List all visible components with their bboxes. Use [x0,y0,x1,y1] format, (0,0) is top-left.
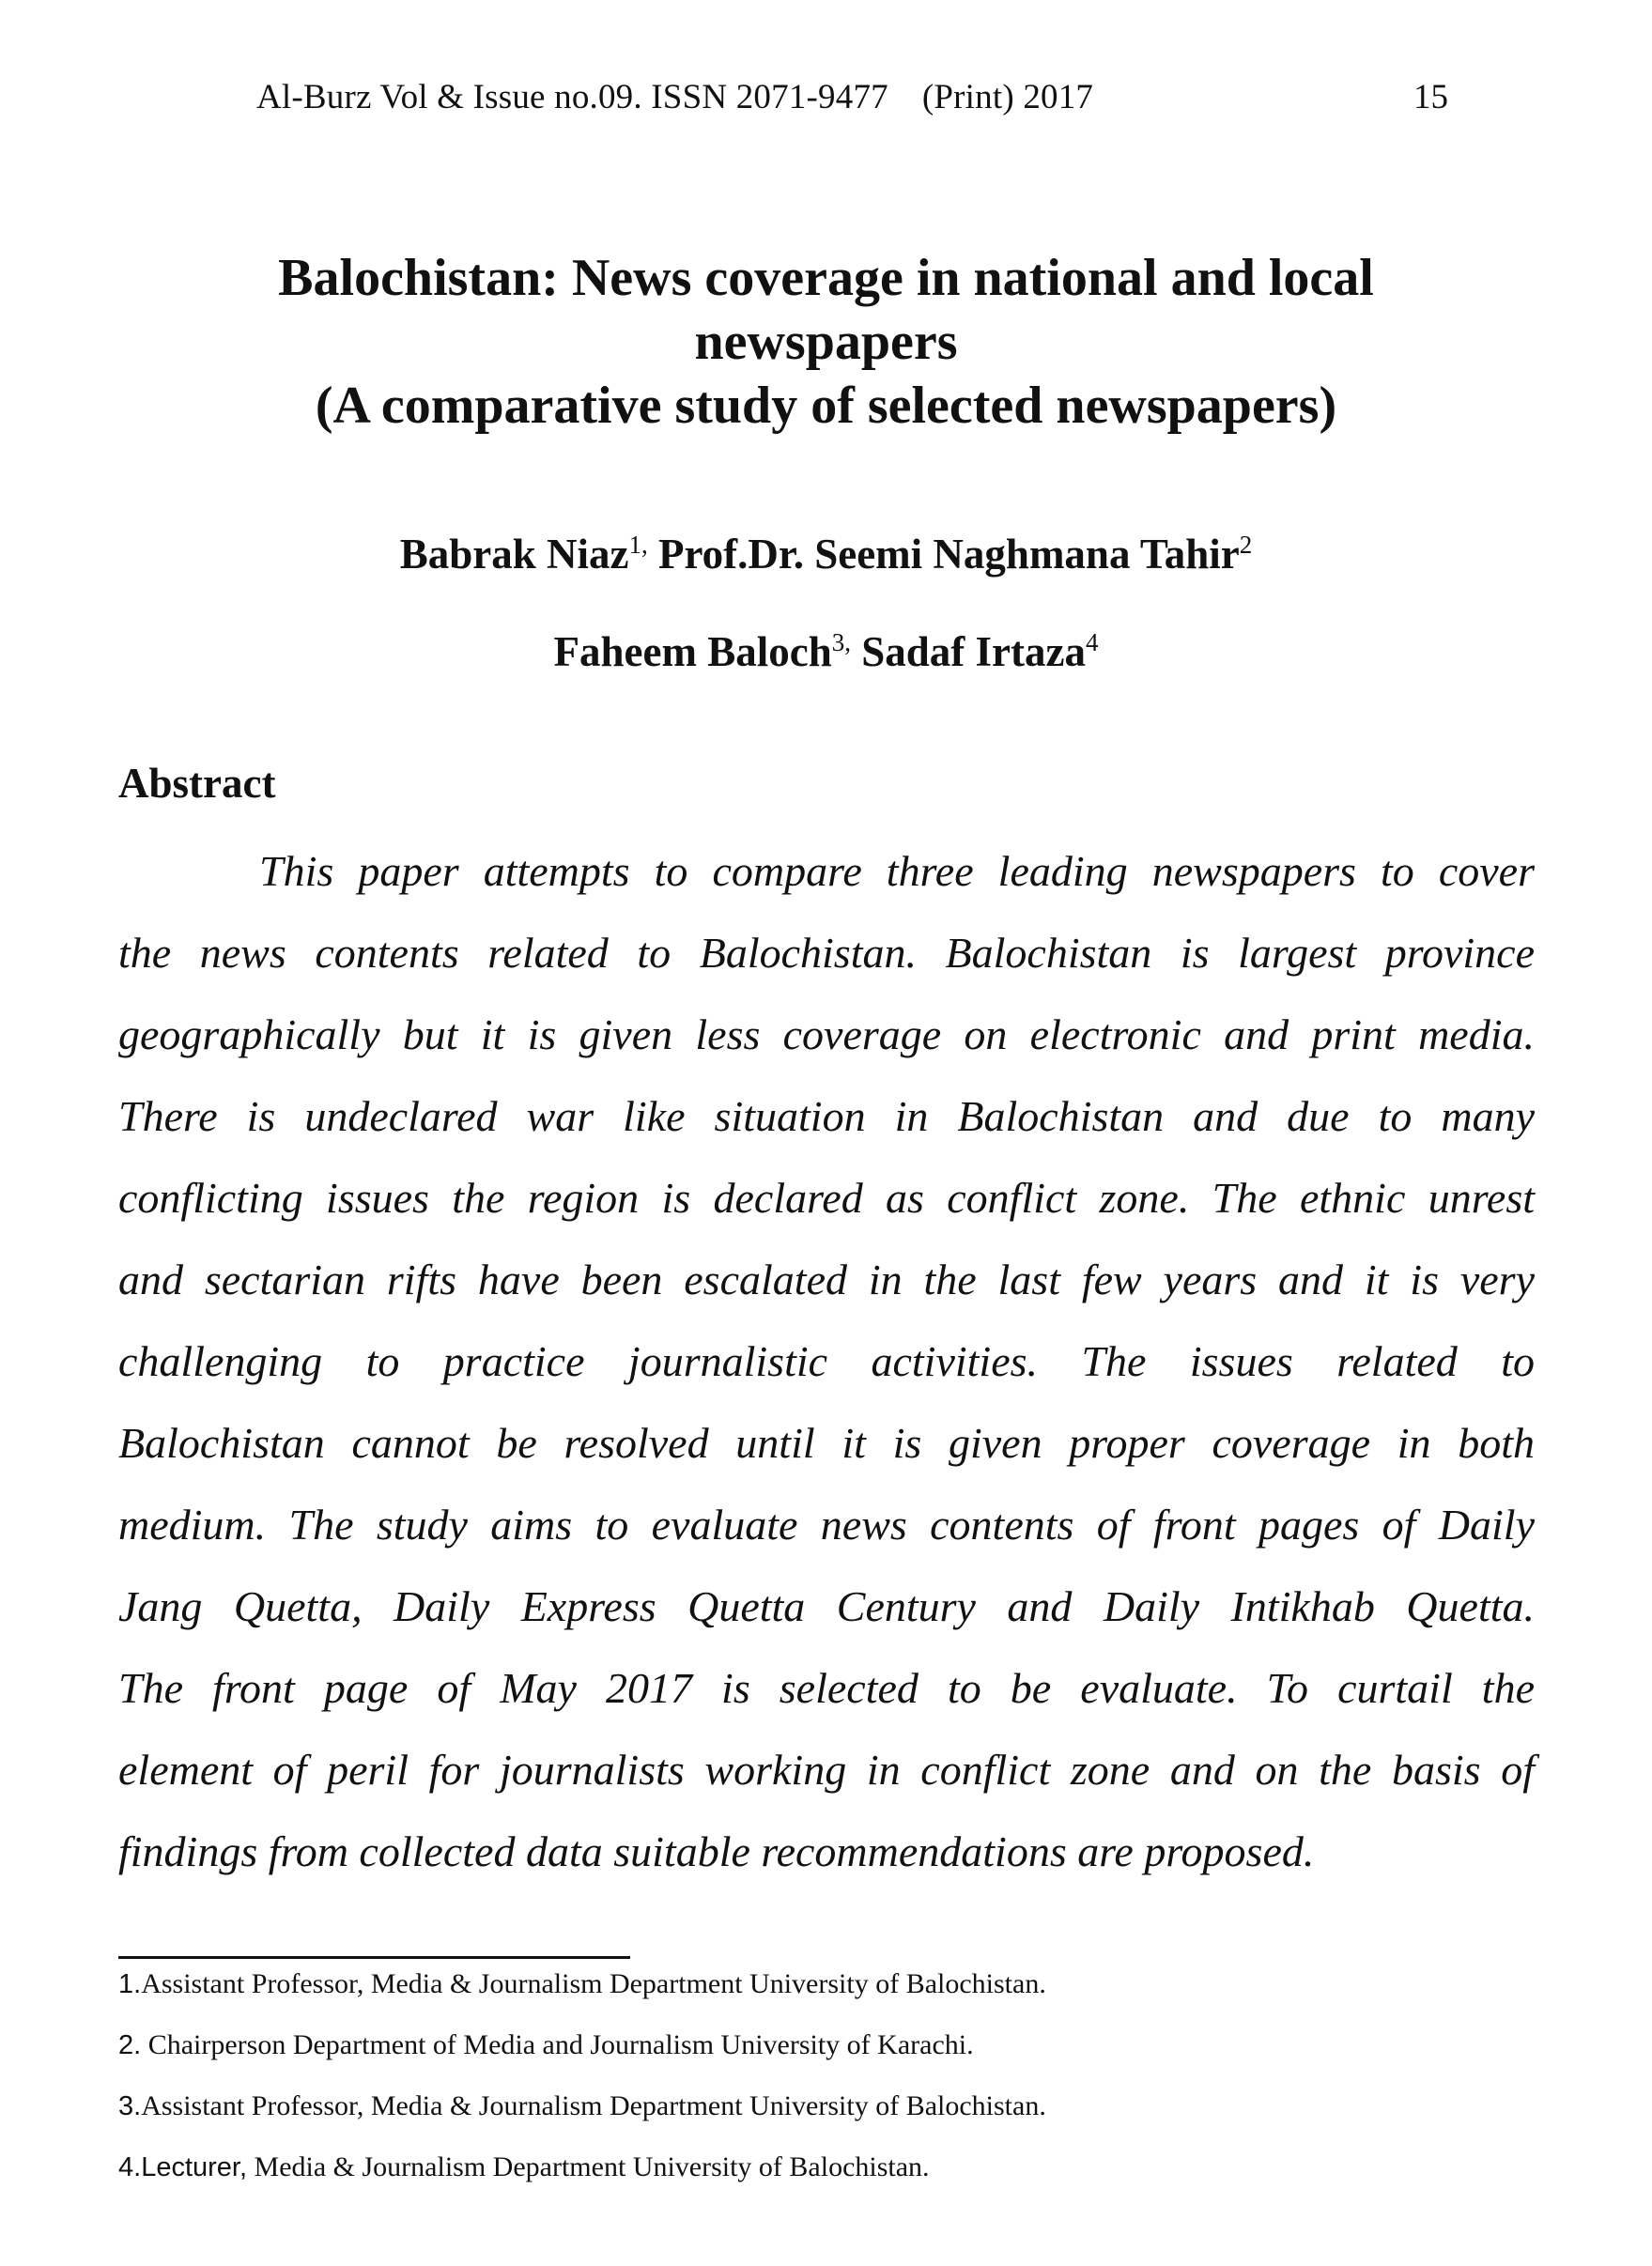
abstract-heading: Abstract [118,760,276,807]
footnote-3 [118,2088,1535,2149]
footnote-4 [118,2149,1535,2210]
abstract-line: challenging to practice journalistic activities. The issues related to [118,1337,1535,1385]
abstract-line: Jang Quetta, Daily Express Quetta Century and Daily Intikhab Quetta. [118,1582,1535,1630]
title-line-1: Balochistan: News coverage in national and local [278,249,1374,307]
abstract-line: medium. The study aims to evaluate news contents of front pages of Daily [118,1501,1535,1549]
author-name: Prof.Dr. Seemi Naghmana Tahir [657,531,1240,578]
abstract-line: Balochistan cannot be resolved until it is given proper coverage in both [118,1419,1535,1467]
author-affiliation-mark: 3, [831,628,851,656]
paper-title [160,246,1492,438]
abstract-line: There is undeclared war like situation in Balochistan and due to many [118,1092,1535,1140]
footnote-text: Chairperson Department of Media and Journalism University of Karachi. [141,2029,974,2060]
header-print-label: (Print) [921,78,1014,116]
abstract-line: the news contents related to Balochistan. Balochistan is largest province [118,929,1535,977]
title-line-3: (A comparative study of selected newspapers) [315,377,1337,435]
footnote-number: 1. [118,1969,142,1999]
author-line-2 [160,603,1492,701]
header-journal-title: Al-Burz Vol & Issue no.09. ISSN 2071-9477 [256,78,888,116]
footnote-number: 3. [118,2091,142,2121]
author-name: Faheem Baloch [553,628,832,675]
author-affiliation-mark: 1, [628,531,648,559]
abstract-line: findings from collected data suitable recommendations are proposed. [118,1827,1315,1875]
abstract-line: element of peril for journalists working in conflict zone and on the basis of [118,1746,1535,1794]
abstract-line: This paper attempts to compare three leading newspapers to cover [259,847,1535,895]
footnote-2 [118,2027,1535,2088]
footnote-text: Assistant Professor, Media & Journalism Department University of Balochistan. [141,1968,1046,1999]
author-name: Babrak Niaz [399,531,629,578]
title-line-2: newspapers [694,313,958,371]
running-header [0,77,1652,133]
author-affiliation-mark: 2 [1239,531,1253,559]
footnote-1 [118,1965,1535,2027]
abstract-line: The front page of May 2017 is selected to be evaluate. To curtail the [118,1664,1535,1712]
author-affiliation-mark: 4 [1085,628,1099,656]
header-journal-info [256,77,1093,117]
abstract-line: geographically but it is given less coverage on electronic and print media. [118,1010,1535,1058]
footnotes [118,1965,1535,2210]
footnote-number: 2. [118,2030,142,2060]
abstract-body [118,830,1535,1892]
author-name: Sadaf Irtaza [861,628,1086,675]
footnote-text: Media & Journalism Department University of Balochistan. [247,2151,930,2182]
abstract-line: and sectarian rifts have been escalated in the last few years and it is very [118,1256,1535,1303]
footnote-number: 4. [118,2152,142,2182]
abstract-line: conflicting issues the region is declared as conflict zone. The ethnic unrest [118,1174,1535,1222]
footnote-text: Assistant Professor, Media & Journalism Department University of Balochistan. [141,2090,1046,2121]
header-year: 2017 [1023,78,1094,116]
footnote-divider [118,1956,630,1959]
footnote-role: Lecturer, [141,2152,248,2182]
author-list [160,505,1492,701]
author-line-1 [160,505,1492,603]
page-number: 15 [1413,78,1448,116]
